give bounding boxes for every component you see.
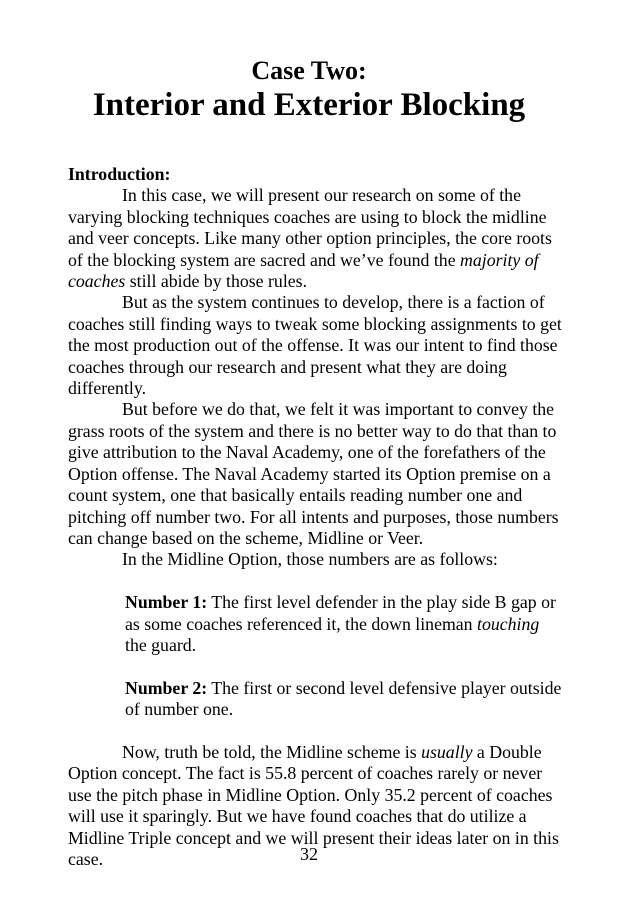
text-run-bold: Number 2: <box>125 677 208 698</box>
text-run-normal: But before we do that, we felt it was important to convey the grass roots of the system and there is no better way to do that than to give attribution to the Naval Academy, one of the forefathers of the Option offense. The Naval Academy started its Option premise on a count system, one that basically entails reading number one and pitching off number two. For all intents and purposes, those numbers can change based on the scheme, Midline or Veer. <box>68 399 559 548</box>
text-run-normal: Now, truth be told, the Midline scheme is <box>122 741 422 762</box>
text-run-italic: touching <box>477 613 540 634</box>
text-run-italic: majority of coaches <box>68 249 539 292</box>
text-run-normal: In the Midline Option, those numbers are as follows: <box>122 549 498 570</box>
text-run-normal: The first or second level defensive player outside of number one. <box>125 677 562 720</box>
page-number: 32 <box>300 844 318 864</box>
text-run-normal: In this case, we will present our research on some of the varying blocking techniques coaches are using to block the midline and veer concepts. Like many other option principles, the core roots of the blocking system are sacred and we’ve found the <box>68 185 552 270</box>
chapter-title: Interior and Exterior Blocking <box>92 87 526 123</box>
text-run-normal: still abide by those rules. <box>125 271 308 292</box>
text-run-italic: usually <box>421 741 473 762</box>
paragraph-3 <box>68 292 564 399</box>
paragraph-5 <box>68 549 564 570</box>
paragraph-6 <box>125 592 564 656</box>
text-run-bold: Number 1: <box>125 592 208 613</box>
paragraph-1 <box>68 164 564 185</box>
paragraph-4 <box>68 399 564 549</box>
text-run-normal: a Double Option concept. The fact is 55.8 percent of coaches rarely or never use the pitch phase in Midline Option. Only 35.2 percent of coaches will use it sparingly. But we have found coaches that do utilize a Midline Triple concept and we will present their ideas later on in this case. <box>68 741 559 869</box>
text-run-normal: But as the system continues to develop, there is a faction of coaches still finding ways to tweak some blocking assignments to get the most production out of the offense. It was our intent to find those coaches through our research and present what they are doing differently. <box>68 292 562 399</box>
case-number-title: Case Two: <box>251 56 367 85</box>
title-block <box>0 56 618 124</box>
body-text <box>68 164 564 870</box>
paragraph-2 <box>68 185 564 292</box>
text-run-bold: Introduction: <box>68 164 171 184</box>
paragraph-7 <box>125 678 564 721</box>
text-run-normal: the guard. <box>125 634 197 655</box>
text-run-normal: The first level defender in the play side B gap or as some coaches referenced it, the down lineman <box>125 592 556 634</box>
